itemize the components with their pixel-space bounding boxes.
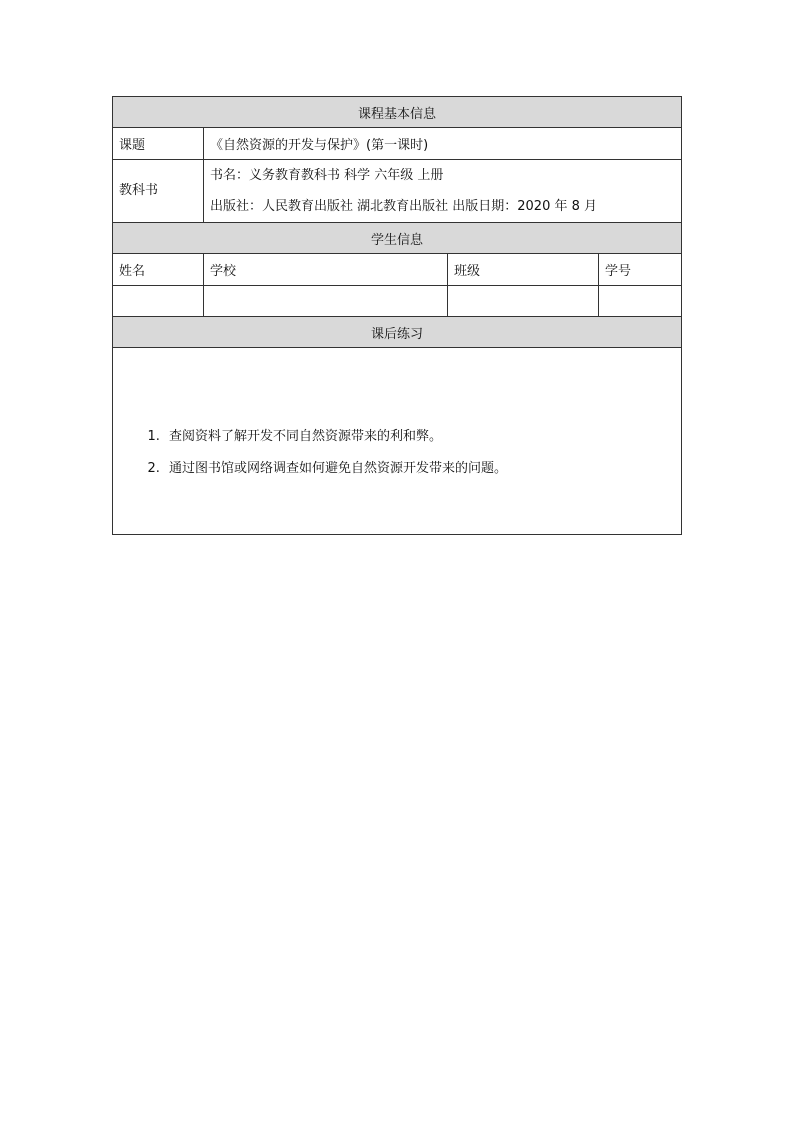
homework-list bbox=[119, 428, 675, 477]
student-info-header: 学生信息 bbox=[113, 223, 682, 254]
topic-value: 《自然资源的开发与保护》(第一课时) bbox=[204, 128, 682, 160]
name-field[interactable] bbox=[113, 286, 204, 317]
publisher-line: 出版社：人民教育出版社 湖北教育出版社 出版日期：2020 年 8 月 bbox=[210, 199, 598, 214]
school-field[interactable] bbox=[204, 286, 448, 317]
course-info-table bbox=[112, 96, 682, 535]
homework-item-2: 2. 通过图书馆或网络调查如何避免自然资源开发带来的问题。 bbox=[164, 460, 675, 477]
name-column-header: 姓名 bbox=[113, 254, 204, 286]
student-id-field[interactable] bbox=[599, 286, 682, 317]
book-line: 书名：义务教育教科书 科学 六年级 上册 bbox=[210, 168, 444, 183]
school-column-header: 学校 bbox=[204, 254, 448, 286]
topic-label: 课题 bbox=[113, 128, 204, 160]
homework-content bbox=[113, 348, 682, 535]
class-column-header: 班级 bbox=[448, 254, 599, 286]
textbook-label-text: 教科书 bbox=[119, 183, 159, 198]
textbook-details bbox=[204, 160, 682, 223]
class-field[interactable] bbox=[448, 286, 599, 317]
textbook-label bbox=[113, 160, 204, 223]
student-id-column-header: 学号 bbox=[599, 254, 682, 286]
course-info-header: 课程基本信息 bbox=[113, 97, 682, 128]
homework-header: 课后练习 bbox=[113, 317, 682, 348]
homework-item-1: 1. 查阅资料了解开发不同自然资源带来的利和弊。 bbox=[164, 428, 675, 445]
